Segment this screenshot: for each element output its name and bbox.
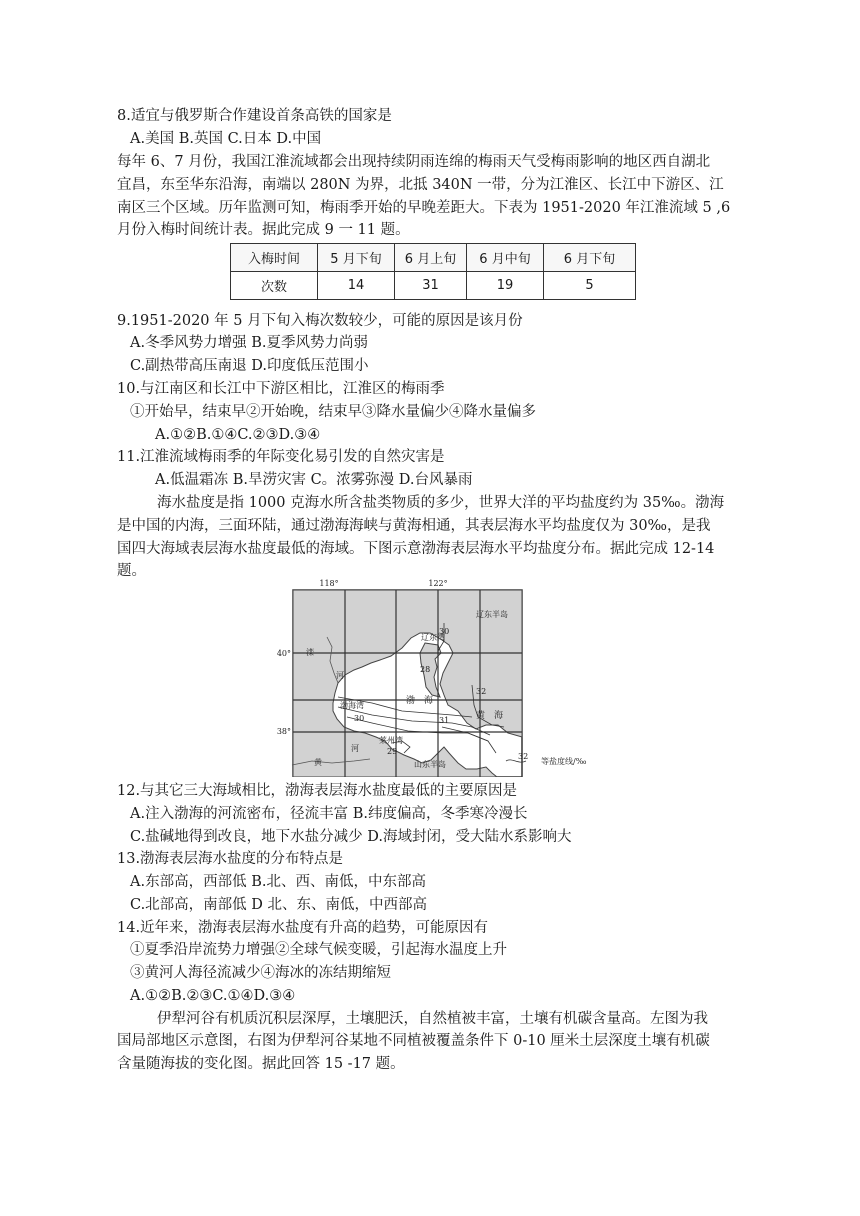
lon-122: 122°: [428, 579, 448, 588]
q10-options: A.①②B.①④C.②③D.③④: [155, 427, 321, 443]
passage3-line1: 伊犁河谷有机质沉积层深厚，土壤肥沃，自然植被丰富，土壤有机碳含量高。左图为我: [157, 1011, 708, 1027]
passage2-line4: 题。: [117, 563, 146, 579]
q8-options: A.美国 B.英国 C.日本 D.中国: [130, 131, 322, 147]
bohai-salinity-map: [272, 577, 612, 777]
passage1-line2: 宜昌，东至华东沿海，南端以 280N 为界，北抵 340N 一带，分为江淮区、长江中下游区、江: [117, 177, 724, 193]
river-luan: 滦: [306, 648, 314, 657]
table-header-cell: 5 月下旬: [318, 244, 395, 272]
q8-stem: 8.适宜与俄罗斯合作建设首条高铁的国家是: [117, 108, 392, 124]
q9-options-1: A.冬季风势力增强 B.夏季风势力尚弱: [130, 335, 368, 351]
table-cell: 19: [467, 272, 544, 300]
q10-items: ①开始早，结束早②开始晚，结束早③降水量偏少④降水量偏多: [130, 404, 536, 420]
table-header-row: [231, 244, 636, 272]
passage2-line3: 国四大海域表层海水盐度最低的海域。下图示意渤海表层海水平均盐度分布。据此完成 12-14: [117, 541, 715, 557]
lat-38: 38°: [276, 727, 291, 736]
table-cell: 5: [544, 272, 636, 300]
river-he-1: 河: [336, 671, 344, 680]
shandong-peninsula-label: 山东半岛: [414, 760, 446, 769]
isohaline-value: 31: [439, 716, 450, 725]
legend-value: 32: [518, 752, 529, 761]
q14-stem: 14.近年来，渤海表层海水盐度有升高的趋势，可能原因有: [117, 920, 489, 936]
q12-stem: 12.与其它三大海域相比，渤海表层海水盐度最低的主要原因是: [117, 783, 518, 799]
table-header-cell: 6 月中旬: [467, 244, 544, 272]
isohaline-value: 28: [420, 665, 431, 674]
q11-stem: 11.江淮流域梅雨季的年际变化易引发的自然灾害是: [117, 449, 445, 465]
plum-rain-table: [230, 243, 636, 300]
passage2-line1: 海水盐度是指 1000 克海水所含盐类物质的多少，世界大洋的平均盐度约为 35‰。渤海: [157, 495, 725, 511]
passage1-line3: 南区三个区域。历年监测可知，梅雨季开始的早晚差距大。下表为 1951-2020 年江淮流域 5 ,6: [117, 200, 731, 216]
passage2-line2: 是中国的内海，三面环陆，通过渤海海峡与黄海相通，其表层海水平均盐度仅为 30‰，是我: [117, 518, 711, 534]
isohaline-value: 30: [354, 714, 365, 723]
table-header-cell: 6 月下旬: [544, 244, 636, 272]
q13-stem: 13.渤海表层海水盐度的分布特点是: [117, 851, 344, 867]
river-huang: 黄: [314, 758, 322, 767]
q9-stem: 9.1951-2020 年 5 月下旬入梅次数较少，可能的原因是该月份: [117, 313, 523, 329]
q14-items-2: ③黄河人海径流减少④海冰的冻结期缩短: [130, 965, 391, 981]
isohaline-value: 30: [439, 627, 450, 636]
q14-options: A.①②B.②③C.①④D.③④: [130, 988, 296, 1004]
table-header-cell: 入梅时间: [231, 244, 318, 272]
bohai-bay-label: 渤海湾: [340, 701, 364, 710]
table-cell: 14: [318, 272, 395, 300]
isohaline-value: 32: [476, 687, 487, 696]
passage3-line3: 含量随海拔的变化图。据此回答 15 -17 题。: [117, 1056, 405, 1072]
lat-40: 40°: [276, 649, 291, 658]
passage3-line2: 国局部地区示意图，右图为伊犁河谷某地不同植被覆盖条件下 0-10 厘米土层深度土壤有机碳: [117, 1033, 710, 1049]
liaodong-bay-label: 辽东湾: [421, 633, 445, 642]
table-header-cell: 6 月上旬: [395, 244, 467, 272]
liaodong-peninsula-label: 辽东半岛: [476, 610, 508, 619]
q12-options-2: C.盐碱地得到改良，地下水盐分减少 D.海域封闭，受大陆水系影响大: [130, 829, 572, 845]
q14-items-1: ①夏季沿岸流势力增强②全球气候变暖，引起海水温度上升: [130, 942, 507, 958]
lon-118: 118°: [319, 579, 339, 588]
table-row: [231, 272, 636, 300]
table-cell: 次数: [231, 272, 318, 300]
q11-options: A.低温霜冻 B.旱涝灾害 C。浓雾弥漫 D.台风暴雨: [155, 472, 473, 488]
q12-options-1: A.注入渤海的河流密布，径流丰富 B.纬度偏高，冬季寒冷漫长: [130, 806, 528, 822]
isohaline-value: 29: [387, 747, 398, 756]
yellow-sea-label: 黄 海: [476, 711, 504, 721]
q13-options-1: A.东部高，西部低 B.北、西、南低，中东部高: [130, 874, 426, 890]
table-cell: 31: [395, 272, 467, 300]
passage1-line4: 月份入梅时间统计表。据此完成 9 一 11 题。: [117, 222, 410, 238]
legend-text: 等盐度线/‰: [541, 757, 587, 766]
passage1-line1: 每年 6、7 月份，我国江淮流域都会出现持续阴雨连绵的梅雨天气受梅雨影响的地区西自湖北: [117, 154, 711, 170]
laizhou-bay-label: 莱州湾: [379, 736, 403, 745]
q10-stem: 10.与江南区和长江中下游区相比，江淮区的梅雨季: [117, 381, 445, 397]
bohai-sea-label: 渤 海: [406, 696, 434, 706]
river-he-2: 河: [351, 744, 359, 753]
q13-options-2: C.北部高，南部低 D 北、东、南低，中西部高: [130, 897, 428, 913]
q9-options-2: C.副热带高压南退 D.印度低压范围小: [130, 358, 369, 374]
